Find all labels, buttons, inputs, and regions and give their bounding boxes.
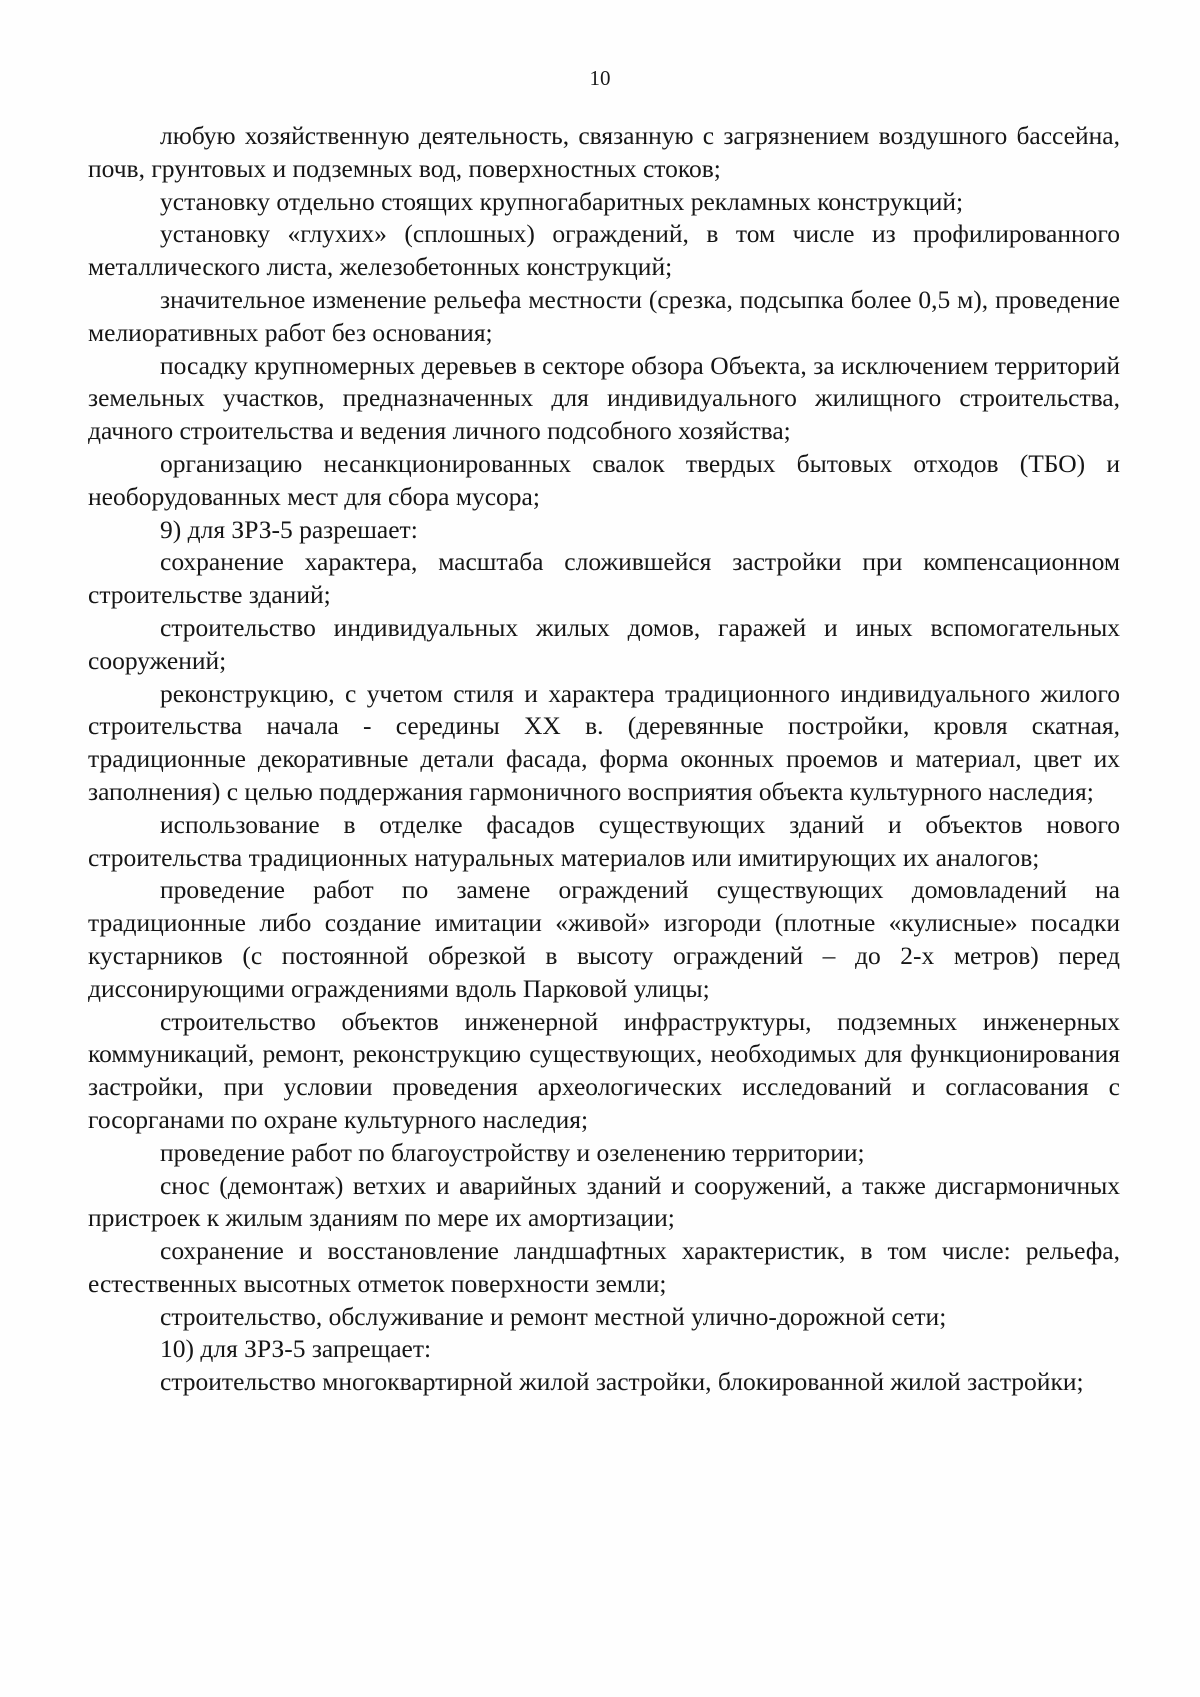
paragraph: проведение работ по благоустройству и озеленению территории;	[160, 1137, 865, 1167]
page-number: 10	[589, 66, 611, 90]
paragraph: значительное изменение рельефа местности (срезка, подсыпка более 0,5 м), проведение мелиоративных работ без основания;	[88, 284, 1120, 347]
paragraph: установку «глухих» (сплошных) ограждений, в том числе из профилированного металлического листа, железобетонных конструкций;	[88, 219, 1120, 282]
paragraph: реконструкцию, с учетом стиля и характера традиционного индивидуального жилого строительства начала - середины XX в. (деревянные постройки, кровля скатная, традиционные декоративные детали фасада, форма оконных проемов и материал, цвет их заполнения) с целью поддержания гармоничного восприятия объекта культурного наследия;	[88, 678, 1120, 806]
paragraph: организацию несанкционированных свалок твердых бытовых отходов (ТБО) и необорудованных мест для сбора мусора;	[88, 448, 1120, 511]
paragraph: проведение работ по замене ограждений существующих домовладений на традиционные либо создание имитации «живой» изгороди (плотные «кулисные» посадки кустарников (с постоянной обрезкой в высоту ограждений – до 2-х метров) перед диссонирующими ограждениями вдоль Парковой улицы;	[88, 875, 1120, 1003]
paragraph: строительство индивидуальных жилых домов, гаражей и иных вспомогательных сооружений;	[88, 612, 1120, 675]
document-body	[88, 120, 1120, 1399]
paragraph: строительство многоквартирной жилой застройки, блокированной жилой застройки;	[160, 1367, 1084, 1397]
section-heading: 10) для ЗРЗ-5 запрещает:	[160, 1334, 432, 1364]
paragraph: любую хозяйственную деятельность, связанную с загрязнением воздушного бассейна, почв, грунтовых и подземных вод, поверхностных стоков;	[88, 121, 1120, 183]
paragraph: использование в отделке фасадов существующих зданий и объектов нового строительства традиционных натуральных материалов или имитирующих их аналогов;	[88, 809, 1120, 872]
paragraph: сохранение и восстановление ландшафтных характеристик, в том числе: рельефа, естественных высотных отметок поверхности земли;	[88, 1236, 1120, 1298]
paragraph: снос (демонтаж) ветхих и аварийных зданий и сооружений, а также дисгармоничных пристроек к жилым зданиям по мере их амортизации;	[88, 1170, 1120, 1233]
paragraph: строительство объектов инженерной инфраструктуры, подземных инженерных коммуникаций, ремонт, реконструкцию существующих, необходимых для функционирования застройки, при условии проведения археологических исследований и согласования с госорганами по охране культурного наследия;	[88, 1006, 1120, 1134]
section-heading: 9) для ЗРЗ-5 разрешает:	[160, 514, 418, 544]
paragraph: сохранение характера, масштаба сложившейся застройки при компенсационном строительстве зданий;	[88, 547, 1120, 610]
paragraph: посадку крупномерных деревьев в секторе обзора Объекта, за исключением территорий земельных участков, предназначенных для индивидуального жилищного строительства, дачного строительства и ведения личного подсобного хозяйства;	[88, 350, 1120, 446]
paragraph: установку отдельно стоящих крупногабаритных рекламных конструкций;	[160, 186, 964, 216]
paragraph: строительство, обслуживание и ремонт местной улично-дорожной сети;	[160, 1301, 947, 1331]
